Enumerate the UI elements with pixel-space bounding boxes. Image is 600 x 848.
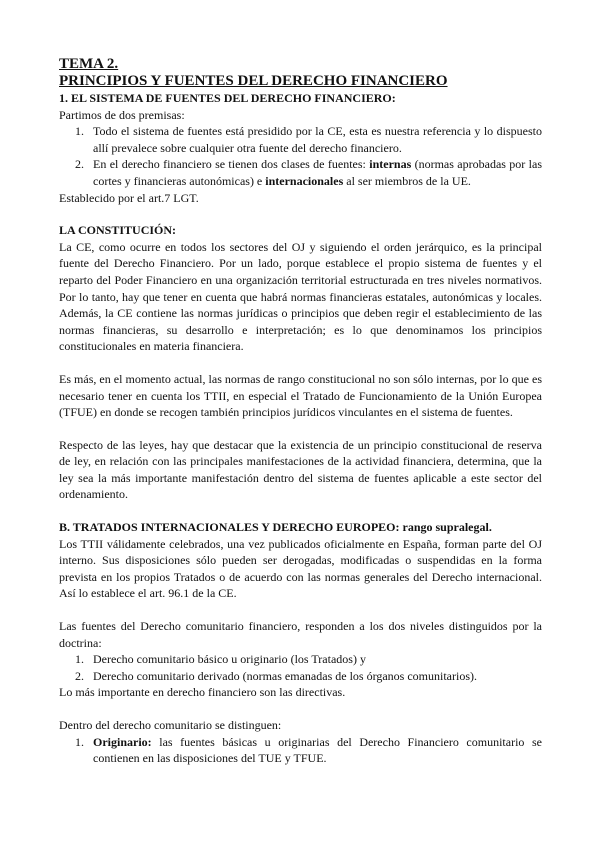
- document-title: [59, 56, 542, 90]
- list-item: [59, 734, 542, 767]
- constitucion-paragraph-3: Respecto de las leyes, hay que destacar que la existencia de un principio constitucional de reserva de ley, en relación con las principales manifestaciones de la actividad financiera, determina, que la ley sea la más importante manifestación dentro del sistema de fuentes aplicable a este sector del ordenamiento.: [59, 437, 542, 502]
- title-line-2: PRINCIPIOS Y FUENTES DEL DERECHO FINANCIERO: [59, 73, 448, 89]
- title-line-1: TEMA 2.: [59, 56, 119, 72]
- bold-internacionales: internacionales: [265, 173, 344, 188]
- section-1-heading: 1. EL SISTEMA DE FUENTES DEL DERECHO FINANCIERO:: [59, 91, 396, 105]
- constitucion-paragraph-2: Es más, en el momento actual, las normas de rango constitucional no son sólo internas, por lo que es necesario tener en cuenta los TTII, en especial el Tratado de Funcionamiento de la Unión Europea (TFUE) en donde se recogen también principios jurídicos vinculantes en el sistema de fuentes.: [59, 371, 542, 420]
- section-1-intro: Partimos de dos premisas:: [59, 107, 185, 122]
- list-item: [59, 123, 542, 156]
- list-text: Todo el sistema de fuentes está presidido por la CE, esta es nuestra referencia y lo dispuesto allí prevalece sobre cualquier otra fuente del derecho financiero.: [93, 124, 542, 155]
- list-text-mid: (normas aprobadas por las cortes y financieras autonómicas) e: [93, 157, 542, 188]
- list-item: [59, 156, 542, 189]
- section-b-heading: B. TRATADOS INTERNACIONALES Y DERECHO EUROPEO: rango supralegal.: [59, 520, 492, 535]
- list-item: [59, 651, 542, 668]
- list-number: 2.: [75, 668, 84, 683]
- bold-originario: Originario:: [93, 734, 152, 749]
- list-text: Derecho comunitario básico u originario (los Tratados) y: [93, 652, 366, 667]
- section-1-closing: Establecido por el art.7 LGT.: [59, 190, 199, 205]
- list-text-pre: En el derecho financiero se tienen dos clases de fuentes:: [93, 157, 370, 172]
- section-b-paragraph-4: Dentro del derecho comunitario se distinguen:: [59, 718, 282, 732]
- distinguish-list: [59, 734, 542, 767]
- list-number: 1.: [75, 734, 84, 749]
- section-b-paragraph-1: Los TTII válidamente celebrados, una vez publicados oficialmente en España, forman parte del OJ interno. Sus disposiciones sólo pueden ser derogadas, modificadas o suspendidas en la forma prevista en los propios Tratados o de acuerdo con las normas generales del Derecho internacional. Así lo establece el art. 96.1 de la CE.: [59, 536, 542, 601]
- list-number: 1.: [75, 124, 84, 139]
- list-number: 2.: [75, 157, 84, 172]
- constitucion-paragraph-1: La CE, como ocurre en todos los sectores del OJ y siguiendo el orden jerárquico, es la principal fuente del Derecho Financiero. Por un lado, porque establece el propio sistema de fuentes y el reparto del Poder Financiero en una organización territorial estructurada en tres niveles normativos. Por lo tanto, hay que tener en cuenta que habrá normas financieras estatales, autonómicas y locales. Además, la CE contiene las normas jurídicas o principios que deben regir el establecimiento de las normas financieras, su desarrollo e interpretación; es lo que denominamos los principios constitucionales en materia financiera.: [59, 239, 542, 354]
- list-number: 1.: [75, 652, 84, 667]
- section-b-paragraph-2: Las fuentes del Derecho comunitario financiero, responden a los dos niveles distinguidos por la doctrina:: [59, 619, 542, 650]
- constitucion-heading: LA CONSTITUCIÓN:: [59, 223, 177, 238]
- section-b-paragraph-3: Lo más importante en derecho financiero son las directivas.: [59, 685, 346, 700]
- premises-list: [59, 123, 542, 189]
- list-text: Derecho comunitario derivado (normas emanadas de los órganos comunitarios).: [93, 668, 477, 683]
- list-text: las fuentes básicas u originarias del Derecho Financiero comunitario se contienen en las disposiciones del TUE y TFUE.: [93, 734, 542, 766]
- bold-internas: internas: [369, 157, 412, 172]
- document-content: [59, 56, 542, 767]
- list-text-post: al ser miembros de la UE.: [343, 173, 471, 188]
- levels-list: [59, 651, 542, 684]
- list-item: [59, 668, 542, 685]
